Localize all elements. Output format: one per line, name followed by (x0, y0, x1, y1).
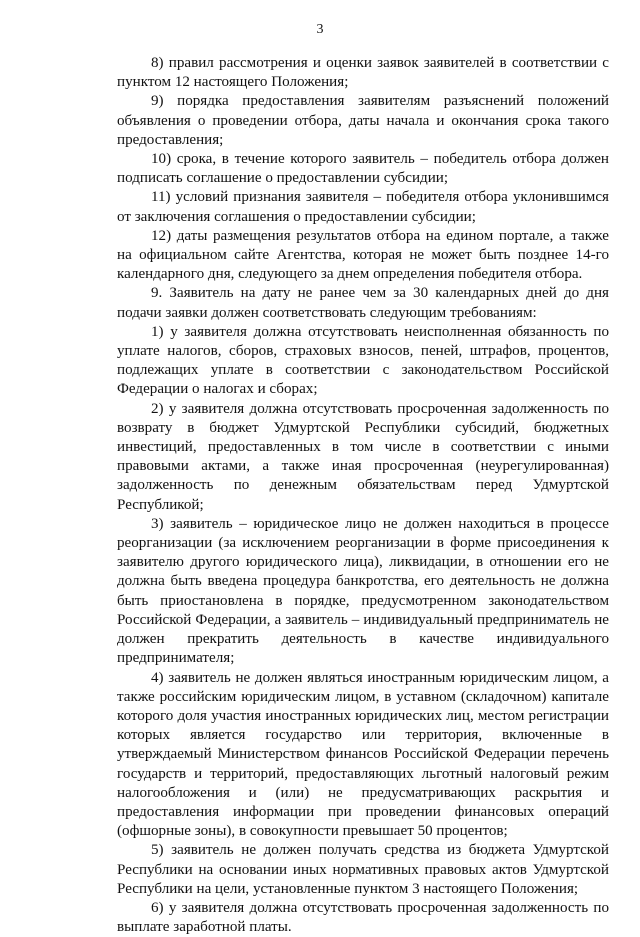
paragraph-requirement-3-reorganization: 3) заявитель – юридическое лицо не должен находиться в процессе реорганизации (за исключением реорганизации в форме присоединения к заявителю другого юридического лица), ликвидации, в отношении его не должна быть введена процедура банкротства, его деятельность не должна быть приостановлена в порядке, предусмотренном законодательством Российской Федерации, а заявитель – индивидуальный предприниматель не должен прекратить деятельность в качестве индивидуального предпринимателя; (117, 515, 609, 667)
paragraph-requirement-4-foreign-entity: 4) заявитель не должен являться иностранным юридическим лицом, а также российским юридическим лицом, в уставном (складочном) капитале которого доля участия иностранных юридических лиц, местом регистрации которых является государство или территория, включенные в утверждаемый Министерством финансов Российской Федерации перечень государств и территорий, предоставляющих льготный налоговый режим налогообложения и (или) не предусматривающих раскрытия и предоставления информации при проведении финансовых операций (офшорные зоны), в совокупности превышает 50 процентов; (117, 669, 609, 840)
paragraph-item-9-clarification-procedure: 9) порядка предоставления заявителям разъяснений положений объявления о проведении отбора, даты начала и окончания срока такого предоставления; (117, 93, 609, 148)
paragraph-item-11-evasion-conditions: 11) условий признания заявителя – победителя отбора уклонившимся от заключения соглашения о предоставлении субсидии; (117, 189, 609, 225)
paragraph-requirement-1-taxes: 1) у заявителя должна отсутствовать неисполненная обязанность по уплате налогов, сборов, страховых взносов, пеней, штрафов, процентов, подлежащих уплате в соответствии с законодательством Российской Федерации о налогах и сборах; (117, 323, 609, 398)
paragraph-section-9-requirements: 9. Заявитель на дату не ранее чем за 30 календарных дней до дня подачи заявки должен соответствовать следующим требованиям: (117, 285, 609, 321)
page-number: 3 (316, 22, 324, 37)
paragraph-item-10-agreement-deadline: 10) срока, в течение которого заявитель – победитель отбора должен подписать соглашение о предоставлении субсидии; (117, 151, 609, 187)
paragraph-requirement-5-budget-funds: 5) заявитель не должен получать средства из бюджета Удмуртской Республики на основании иных нормативных правовых актов Удмуртской Республики на цели, установленные пунктом 3 настоящего Положения; (117, 842, 609, 897)
document-body (117, 54, 609, 937)
paragraph-item-12-results-publication: 12) даты размещения результатов отбора на едином портале, а также на официальном сайте Агентства, которая не может быть позднее 14-го календарного дня, следующего за днем определения победителя отбора. (117, 227, 609, 283)
paragraph-item-8-review-rules: 8) правил рассмотрения и оценки заявок заявителей в соответствии с пунктом 12 настоящего Положения; (117, 55, 609, 91)
paragraph-requirement-2-debts: 2) у заявителя должна отсутствовать просроченная задолженность по возврату в бюджет Удмуртской Республики субсидий, бюджетных инвестиций, предоставленных в том числе в соответствии с иными правовыми актами, а также иная просроченная (неурегулированная) задолженность по денежным обязательствам перед Удмуртской Республикой; (117, 400, 609, 513)
paragraph-requirement-6-wages: 6) у заявителя должна отсутствовать просроченная задолженность по выплате заработной платы. (117, 899, 609, 936)
